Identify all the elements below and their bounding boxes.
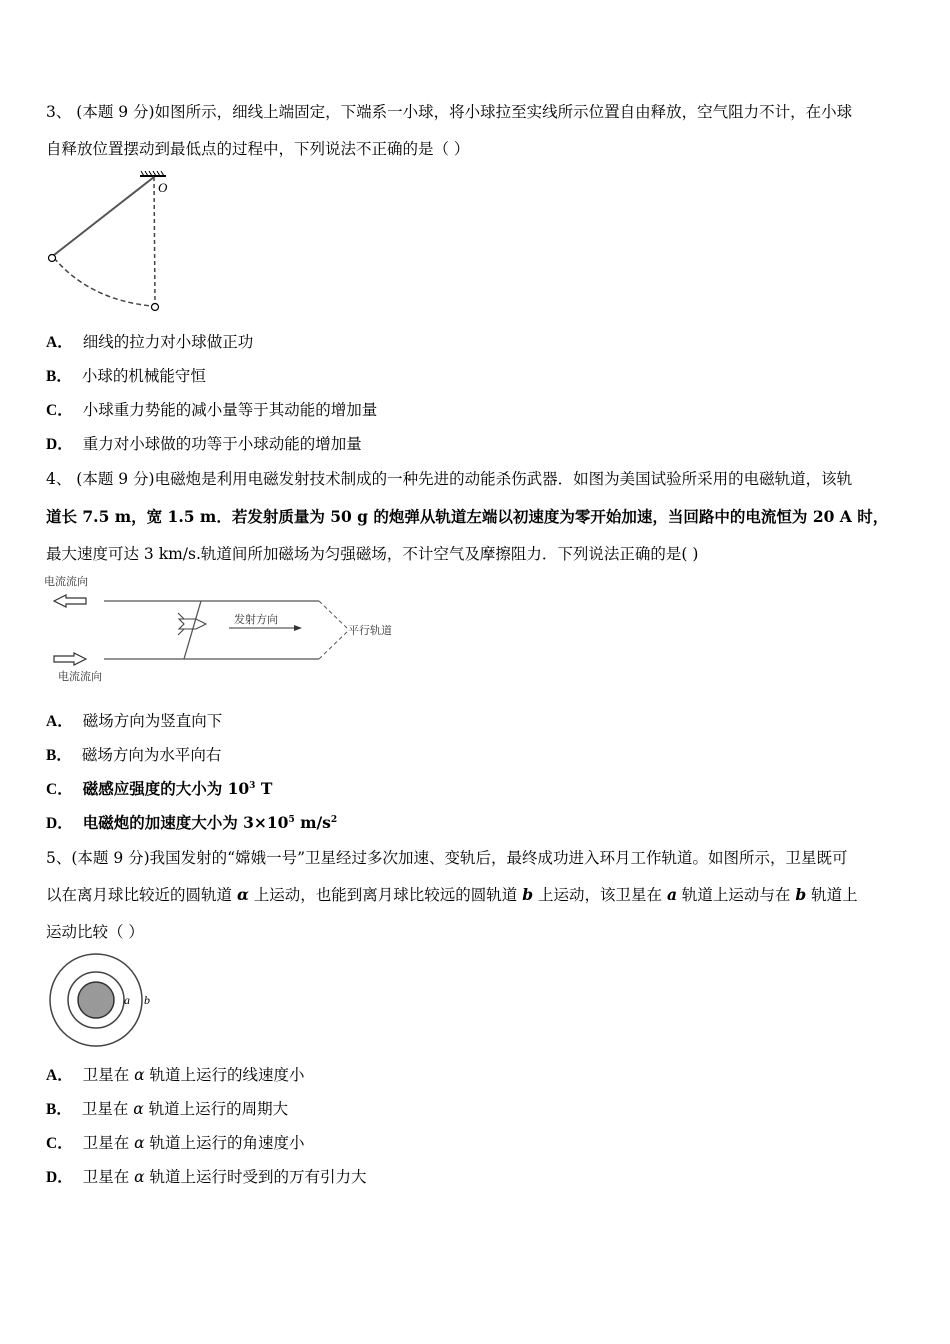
q5-option-a[interactable]: A． 卫星在 α 轨道上运行的线速度小 [46, 1066, 305, 1084]
ball-start [49, 255, 56, 262]
q5-option-c[interactable]: C． 卫星在 α 轨道上运行的角速度小 [46, 1134, 305, 1152]
q3-option-b[interactable]: B． 小球的机械能守恒 [46, 367, 206, 385]
q3-option-a[interactable]: A． 细线的拉力对小球做正功 [46, 333, 254, 351]
rails-label: 平行轨道 [348, 624, 392, 637]
q5-stem-line1: 5、(本题 9 分)我国发射的“嫦娥一号”卫星经过多次加速、变轨后，最终成功进入环月工作轨道。如图所示，卫星既可 [46, 849, 848, 867]
q5-stem-line2: 以在离月球比较近的圆轨道 α 上运动，也能到离月球比较远的圆轨道 b 上运动，该卫星在 a 轨道上运动与在 b 轨道上 [46, 885, 858, 904]
right-arrow-icon [54, 653, 86, 665]
pendulum-string-dashed [154, 177, 155, 303]
q5-option-d[interactable]: D． 卫星在 α 轨道上运行时受到的万有引力大 [46, 1168, 367, 1186]
left-arrow-icon [54, 595, 86, 607]
ceiling-hatch [140, 171, 166, 176]
orbit-label-a: a [124, 993, 130, 1007]
pendulum-figure [40, 170, 180, 315]
q4-option-a[interactable]: A． 磁场方向为竖直向下 [46, 712, 223, 730]
q4-stem-line1: 4、 (本题 9 分)电磁炮是利用电磁发射技术制成的一种先进的动能杀伤武器．如图为美国试验所采用的电磁轨道，该轨 [46, 470, 853, 488]
pivot-label-o: O [158, 180, 168, 195]
launch-arrowhead-icon [294, 625, 302, 631]
q4-stem-line2: 道长 7.5 m，宽 1.5 m．若发射质量为 50 g 的炮弹从轨道左端以初速度为零开始加速，当回路中的电流恒为 20 A 时， [46, 507, 889, 526]
q4-option-d[interactable]: D． 电磁炮的加速度大小为 $3\times 10^5$ $m/s^2$ [46, 813, 338, 832]
moon [78, 982, 114, 1018]
q3-stem-line1: 3、 (本题 9 分)如图所示，细线上端固定，下端系一小球，将小球拉至实线所示位置自由释放，空气阻力不计，在小球 [46, 103, 853, 121]
rail-top-ext [319, 601, 349, 630]
q4-stem-line3: 最大速度可达 3 km/s.轨道间所加磁场为匀强磁场，不计空气及摩擦阻力．下列说法正确的是( ) [46, 545, 699, 563]
q4-option-c[interactable]: C． 磁感应强度的大小为 $10^3$ T [46, 779, 273, 798]
armature [184, 601, 201, 659]
railgun-figure [44, 573, 414, 688]
launch-direction-label: 发射方向 [234, 613, 278, 626]
swing-arc-dashed [54, 258, 152, 306]
q5-stem-line3: 运动比较（ ） [46, 923, 144, 941]
current-label-bottom: 电流流向 [58, 670, 102, 683]
ball-bottom [152, 304, 159, 311]
orbit-label-b: b [144, 993, 150, 1007]
current-label-top: 电流流向 [44, 575, 88, 588]
q3-stem-line2: 自释放位置摆动到最低点的过程中，下列说法不正确的是（ ） [46, 140, 470, 158]
orbit-figure [44, 952, 164, 1052]
q3-option-d[interactable]: D． 重力对小球做的功等于小球动能的增加量 [46, 435, 362, 453]
pendulum-string-solid [54, 177, 154, 255]
rail-bottom-ext [319, 630, 349, 659]
q5-option-b[interactable]: B． 卫星在 α 轨道上运行的周期大 [46, 1100, 289, 1118]
q4-option-b[interactable]: B． 磁场方向为水平向右 [46, 746, 222, 764]
q3-option-c[interactable]: C． 小球重力势能的减小量等于其动能的增加量 [46, 401, 378, 419]
